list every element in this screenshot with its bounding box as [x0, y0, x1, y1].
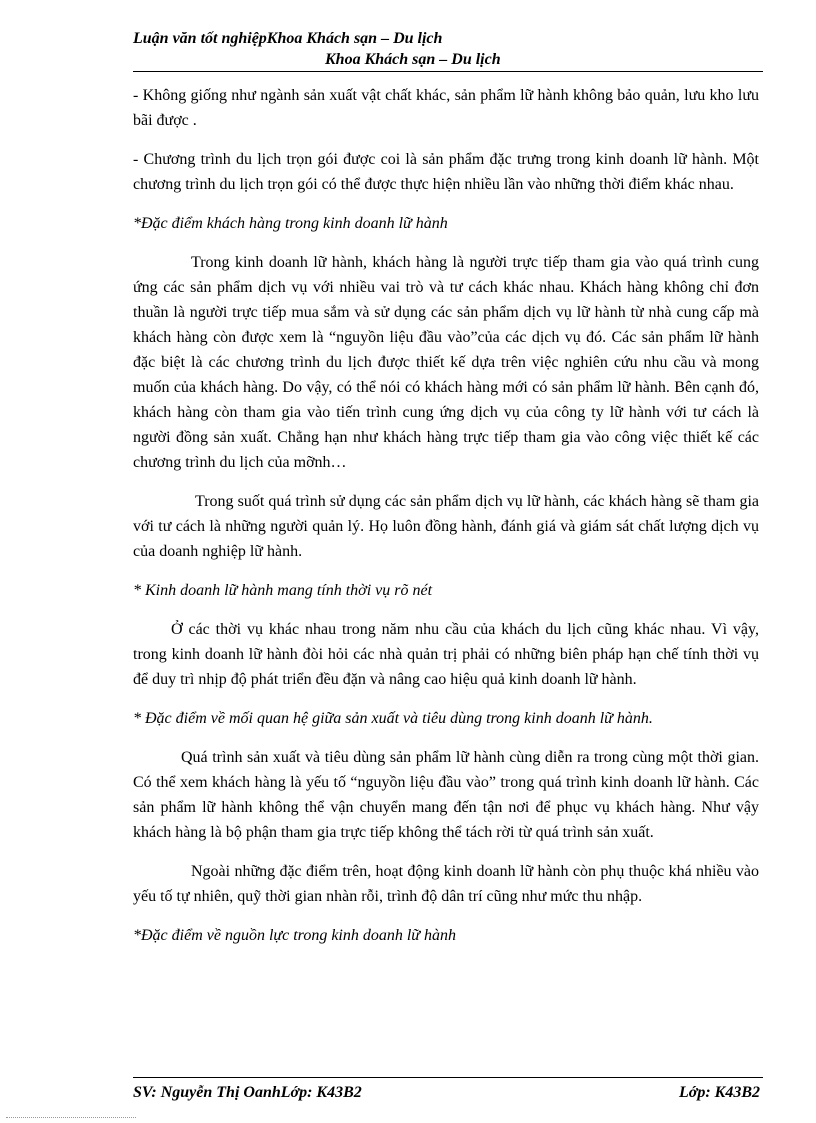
- paragraph-1: - Không giống như ngành sản xuất vật chất khác, sản phẩm lữ hành không bảo quản, lưu kho lưu bãi được .: [133, 87, 759, 129]
- paragraph-6: Quá trình sản xuất và tiêu dùng sản phẩm lữ hành cùng diễn ra trong cùng một thời gian. Có thể xem khách hàng là yếu tố “nguyồn liệu đầu vào” trong quá trình kinh doanh lữ hành. Các sản phẩm lữ hành không thể vận chuyển mang đến tận nơi để phục vụ khách hàng. Như vậy khách hàng là bộ phận tham gia trực tiếp không thể tách rời từ quá trình sản xuất.: [133, 749, 759, 841]
- section-heading-customers: *Đặc điểm khách hàng trong kinh doanh lữ hành: [133, 215, 448, 232]
- document-body: [133, 80, 759, 948]
- page-edge-mark: [6, 1117, 136, 1118]
- paragraph-5: Ở các thời vụ khác nhau trong năm nhu cầu của khách du lịch cũng khác nhau. Vì vậy, trong kinh doanh lữ hành đòi hỏi các nhà quản trị phải có những biên pháp hạn chế tính thời vụ để duy trì nhịp độ phát triển đều đặn và nâng cao hiệu quả kinh doanh lữ hành.: [133, 621, 759, 688]
- section-heading-production-consumption: * Đặc điểm về mối quan hệ giữa sản xuất và tiêu dùng trong kinh doanh lữ hành.: [133, 710, 653, 727]
- header-divider: [133, 71, 763, 72]
- footer-divider: [133, 1077, 763, 1078]
- paragraph-2: - Chương trình du lịch trọn gói được coi là sản phẩm đặc trưng trong kinh doanh lữ hành. Một chương trình du lịch trọn gói có thể được thực hiện nhiều lần vào những thời điểm khác nhau.: [133, 151, 759, 193]
- section-heading-resources: *Đặc điểm về nguồn lực trong kinh doanh lữ hành: [133, 927, 457, 944]
- section-heading-seasonality: * Kinh doanh lữ hành mang tính thời vụ rõ nét: [133, 582, 433, 599]
- header-title-line-1: Luận văn tốt nghiệpKhoa Khách sạn – Du lịch: [133, 30, 443, 47]
- footer-student-info: SV: Nguyễn Thị OanhLớp: K43B2: [133, 1084, 362, 1101]
- footer-class-info: Lớp: K43B2: [678, 1084, 760, 1101]
- page-header: [133, 28, 763, 70]
- header-title-line-2: Khoa Khách sạn – Du lịch: [325, 51, 501, 68]
- paragraph-7: Ngoài những đặc điểm trên, hoạt động kinh doanh lữ hành còn phụ thuộc khá nhiều vào yếu tố tự nhiên, quỹ thời gian nhàn rỗi, trình độ dân trí cũng như mức thu nhập.: [133, 863, 759, 905]
- paragraph-4: Trong suốt quá trình sử dụng các sản phẩm dịch vụ lữ hành, các khách hàng sẽ tham gia với tư cách là những người quản lý. Họ luôn đồng hành, đánh giá và giám sát chất lượng dịch vụ của doanh nghiệp lữ hành.: [133, 493, 759, 560]
- paragraph-3: Trong kinh doanh lữ hành, khách hàng là người trực tiếp tham gia vào quá trình cung ứng các sản phẩm dịch vụ với nhiều vai trò và tư cách khác nhau. Khách hàng không chỉ đơn thuần là người trực tiếp mua sắm và sử dụng các sản phẩm dịch vụ lữ hành từ nhà cung cấp mà khách hàng còn được xem là “nguyồn liệu đầu vào”của các dịch vụ đó. Các sản phẩm lữ hành đặc biệt là các chương trình du lịch được thiết kế dựa trên việc nghiên cứu nhu cầu và mong muốn của khách hàng. Do vậy, có thể nói có khách hàng mới có sản phẩm lữ hành. Bên cạnh đó, khách hàng còn tham gia vào tiến trình cung ứng dịch vụ của công ty lữ hành với tư cách là người đồng sản xuất. Chẳng hạn như khách hàng trực tiếp tham gia vào công việc thiết kế các chương trình du lịch của mỡnh…: [133, 254, 759, 471]
